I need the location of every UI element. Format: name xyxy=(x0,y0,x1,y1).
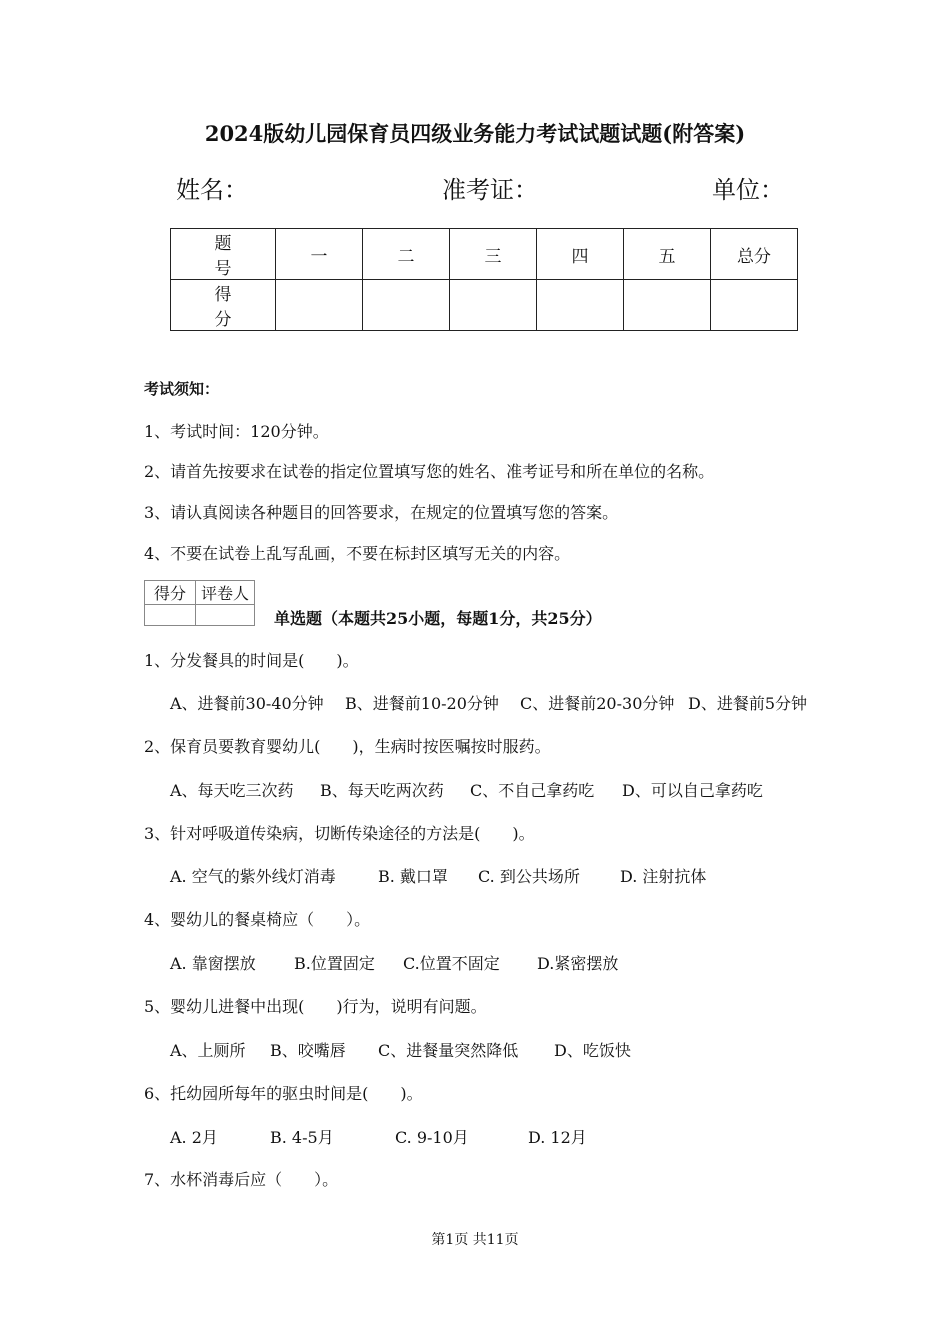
q4-option-c: C.位置不固定 xyxy=(403,954,500,973)
score-cell[interactable] xyxy=(363,280,450,331)
question-6: 6、托幼园所每年的驱虫时间是( )。 xyxy=(144,1084,423,1103)
q6-option-b: B. 4-5月 xyxy=(270,1128,334,1147)
document-title: 2024版幼儿园保育员四级业务能力考试试题试题(附答案) xyxy=(204,121,746,146)
q1-option-d: D、进餐前5分钟 xyxy=(688,694,808,713)
q3-option-d: D. 注射抗体 xyxy=(620,867,707,886)
q5-option-c: C、进餐量突然降低 xyxy=(378,1041,519,1060)
q1-option-b: B、进餐前10-20分钟 xyxy=(345,694,499,713)
q4-option-d: D.紧密摆放 xyxy=(537,954,619,973)
header-cell-4: 四 xyxy=(537,229,624,280)
notice-item: 4、不要在试卷上乱写乱画，不要在标封区填写无关的内容。 xyxy=(144,544,571,563)
score-row-label: 得 分 xyxy=(171,280,276,331)
header-cell-1: 一 xyxy=(276,229,363,280)
question-4: 4、婴幼儿的餐桌椅应（ ）。 xyxy=(144,910,371,929)
section-title: 单选题（本题共25小题，每题1分，共25分） xyxy=(274,609,602,628)
question-5: 5、婴幼儿进餐中出现( )行为，说明有问题。 xyxy=(144,997,487,1016)
notice-item: 2、请首先按要求在试卷的指定位置填写您的姓名、准考证号和所在单位的名称。 xyxy=(144,462,715,481)
score-cell[interactable] xyxy=(711,280,798,331)
name-field-label: 姓名： xyxy=(176,176,248,204)
grader-box-score-label: 得分 xyxy=(145,581,196,605)
q4-option-b: B.位置固定 xyxy=(294,954,375,973)
score-table-header-row xyxy=(171,229,798,280)
grader-box-grader-cell[interactable] xyxy=(196,605,255,626)
score-cell[interactable] xyxy=(537,280,624,331)
grader-box xyxy=(144,580,255,626)
q6-option-a: A. 2月 xyxy=(170,1128,218,1147)
notice-item: 1、考试时间：120分钟。 xyxy=(144,422,329,441)
q2-option-c: C、不自己拿药吃 xyxy=(470,781,595,800)
notice-heading: 考试须知： xyxy=(144,380,220,398)
q6-option-d: D. 12月 xyxy=(528,1128,587,1147)
q2-option-a: A、每天吃三次药 xyxy=(170,781,294,800)
q6-option-c: C. 9-10月 xyxy=(395,1128,469,1147)
q4-option-a: A. 靠窗摆放 xyxy=(170,954,256,973)
page-footer: 第1页 共11页 xyxy=(431,1232,519,1248)
ticket-field-label: 准考证： xyxy=(442,176,538,204)
q3-option-c: C. 到公共场所 xyxy=(478,867,580,886)
q2-option-d: D、可以自己拿药吃 xyxy=(622,781,763,800)
score-cell[interactable] xyxy=(276,280,363,331)
q3-option-a: A. 空气的紫外线灯消毒 xyxy=(170,867,336,886)
q1-option-c: C、进餐前20-30分钟 xyxy=(520,694,675,713)
grader-box-grader-label: 评卷人 xyxy=(196,581,255,605)
header-cell-3: 三 xyxy=(450,229,537,280)
q5-option-a: A、上厕所 xyxy=(170,1041,246,1060)
score-table-score-row xyxy=(171,280,798,331)
header-cell-5: 五 xyxy=(624,229,711,280)
unit-field-label: 单位： xyxy=(712,176,784,204)
q3-option-b: B. 戴口罩 xyxy=(378,867,448,886)
question-2: 2、保育员要教育婴幼儿( )，生病时按医嘱按时服药。 xyxy=(144,737,551,756)
q2-option-b: B、每天吃两次药 xyxy=(320,781,444,800)
q1-option-a: A、进餐前30-40分钟 xyxy=(170,694,324,713)
header-cell-label: 题 号 xyxy=(171,229,276,280)
score-cell[interactable] xyxy=(624,280,711,331)
notice-item: 3、请认真阅读各种题目的回答要求，在规定的位置填写您的答案。 xyxy=(144,503,619,522)
grader-box-score-cell[interactable] xyxy=(145,605,196,626)
score-cell[interactable] xyxy=(450,280,537,331)
question-7: 7、水杯消毒后应（ ）。 xyxy=(144,1170,339,1189)
score-table xyxy=(170,228,798,331)
question-1: 1、分发餐具的时间是( )。 xyxy=(144,651,359,670)
header-cell-2: 二 xyxy=(363,229,450,280)
q5-option-b: B、咬嘴唇 xyxy=(270,1041,346,1060)
header-cell-total: 总分 xyxy=(711,229,798,280)
q5-option-d: D、吃饭快 xyxy=(554,1041,631,1060)
question-3: 3、针对呼吸道传染病，切断传染途径的方法是( )。 xyxy=(144,824,535,843)
